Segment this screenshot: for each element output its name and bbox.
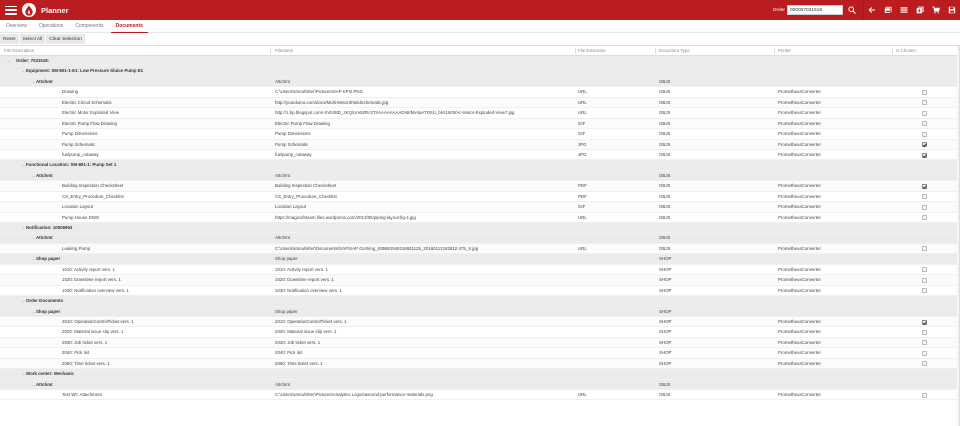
grid-body — [0, 56, 959, 400]
chevron-down-icon[interactable]: ⌄ — [32, 78, 36, 84]
row-printer: PrometheusConverter — [778, 266, 821, 272]
is-chosen-checkbox[interactable] — [922, 205, 927, 210]
row-filename: 1030: Notification overview vers. 1 — [275, 287, 342, 293]
row-document-type: OBJS — [659, 245, 671, 251]
document-row[interactable] — [0, 129, 959, 139]
row-filename: Pump Dimensions — [275, 131, 311, 137]
row-printer: PrometheusConverter — [778, 193, 821, 199]
row-description: Attchmt — [36, 78, 53, 84]
order-input[interactable] — [787, 5, 843, 15]
row-document-type: SHOP — [659, 308, 672, 314]
document-row[interactable] — [0, 213, 959, 223]
download-icon — [916, 6, 924, 14]
action-toolbar — [0, 34, 85, 44]
row-printer: PrometheusConverter — [778, 89, 821, 95]
document-row[interactable] — [0, 338, 959, 348]
tab-components[interactable]: Components — [75, 23, 104, 29]
document-row[interactable] — [0, 119, 959, 129]
logo-icon — [22, 3, 36, 17]
column-divider[interactable] — [270, 48, 271, 54]
is-chosen-checkbox[interactable] — [922, 111, 927, 116]
document-row[interactable] — [0, 202, 959, 212]
row-description: Order: 7031518: — [16, 58, 50, 63]
row-printer: PrometheusConverter — [778, 318, 821, 324]
group-row[interactable] — [0, 233, 959, 243]
group-row[interactable] — [0, 77, 959, 87]
document-row[interactable] — [0, 348, 959, 358]
row-extension: GIF — [578, 131, 586, 137]
row-filename: Attchmt — [275, 172, 290, 178]
row-printer: PrometheusConverter — [778, 277, 821, 283]
row-filename: 2030: Job ticket vers. 1 — [275, 339, 321, 345]
row-printer: PrometheusConverter — [778, 99, 821, 105]
document-row[interactable] — [0, 98, 959, 108]
row-document-type: OBJS — [659, 204, 671, 210]
group-row[interactable] — [0, 380, 959, 390]
row-document-type: SHOP — [659, 360, 672, 366]
row-description: Shop paper — [36, 308, 61, 314]
document-row[interactable] — [0, 181, 959, 191]
row-description: Attchmt — [36, 172, 53, 178]
search-icon — [848, 6, 856, 14]
is-chosen-checkbox[interactable] — [922, 351, 927, 356]
row-extension: PDF — [578, 183, 587, 189]
group-row[interactable] — [0, 307, 959, 317]
column-header-is-chosen[interactable]: Is Chosen — [896, 48, 916, 53]
vertical-scrollbar[interactable] — [957, 46, 959, 426]
is-chosen-checkbox[interactable] — [922, 142, 927, 147]
is-chosen-checkbox[interactable] — [922, 278, 927, 283]
image-button[interactable] — [880, 0, 896, 20]
row-filename: Shop paper — [275, 308, 298, 314]
column-header-description[interactable]: File Description — [4, 48, 35, 53]
back-arrow-icon — [868, 6, 876, 14]
row-filename: Shop paper — [275, 256, 298, 262]
row-description: CS_Entry_Procedure_Checklist — [62, 193, 124, 199]
row-description: fuelpump_cutaway — [62, 151, 99, 157]
row-printer: PrometheusConverter — [778, 350, 821, 356]
row-document-type: OBJS — [659, 99, 671, 105]
is-chosen-checkbox[interactable] — [922, 340, 927, 345]
download-button[interactable] — [912, 0, 928, 20]
document-row[interactable] — [0, 317, 959, 327]
chevron-down-icon[interactable]: ⌄ — [7, 58, 11, 63]
is-chosen-checkbox[interactable] — [922, 121, 927, 126]
group-row[interactable] — [0, 171, 959, 181]
is-chosen-checkbox[interactable] — [922, 288, 927, 293]
is-chosen-checkbox[interactable] — [922, 132, 927, 137]
row-description: Electric Circuit Schematic — [62, 99, 112, 105]
row-filename: fuelpump_cutaway — [275, 151, 312, 157]
row-document-type: OBJS — [659, 381, 671, 387]
row-filename: http://1.bp.blogspot.com/-XVb38D_zKQ/Ure52Rc3TI/AAAAAAAAD48/Mv4aATDSU_bI/s1600/Ac-Motor-Exploded-View7.jpg — [275, 110, 515, 116]
document-row[interactable] — [0, 244, 959, 254]
group-row[interactable] — [0, 66, 959, 76]
chevron-down-icon[interactable]: ⌄ — [22, 371, 26, 377]
save-icon — [948, 6, 956, 14]
row-printer: PrometheusConverter — [778, 151, 821, 157]
document-row[interactable] — [0, 286, 959, 296]
is-chosen-checkbox[interactable] — [922, 267, 927, 272]
row-description: Functional Location: SM-801-1: Pump Set 1 — [26, 162, 117, 168]
document-row[interactable] — [0, 140, 959, 150]
row-description: 1020: Downtime report vers. 1 — [62, 277, 121, 283]
row-filename: 2040: Pick list — [275, 350, 303, 356]
group-row[interactable] — [0, 56, 959, 66]
row-filename: Attchmt — [275, 235, 290, 241]
row-document-type: SHOP — [659, 287, 672, 293]
row-document-type: SHOP — [659, 318, 672, 324]
row-document-type: SHOP — [659, 266, 672, 272]
row-description: Test WC Attachment — [62, 392, 102, 397]
row-document-type: SHOP — [659, 277, 672, 283]
document-row[interactable] — [0, 265, 959, 275]
is-chosen-checkbox[interactable] — [922, 184, 927, 189]
row-filename: Attchmt — [275, 78, 290, 84]
row-description: Pump Schematic — [62, 141, 96, 147]
row-description: 2010: OperationControlTicket vers. 1 — [62, 318, 134, 324]
tab-operations[interactable]: Operations — [38, 23, 64, 29]
row-filename: 1020: Downtime report vers. 1 — [275, 277, 334, 283]
row-filename: 1010: Activity report vers. 1 — [275, 266, 328, 272]
chevron-down-icon[interactable]: ⌄ — [22, 68, 26, 74]
row-filename: C:\Users\smcwhirter\Pictures\SAP KPI2.PNG — [275, 89, 363, 95]
row-filename: C:\Users\smcwhirter\Documents\SAP\SAP GUI\img_635881948118601125_20160112162812.475_X.jpg — [275, 245, 479, 251]
is-chosen-checkbox[interactable] — [922, 361, 927, 366]
row-printer: PrometheusConverter — [778, 287, 821, 293]
row-printer: PrometheusConverter — [778, 329, 821, 335]
row-document-type: OBJS — [659, 392, 671, 397]
document-row[interactable] — [0, 275, 959, 285]
cart-icon — [932, 6, 940, 14]
row-description: 2040: Pick list — [62, 350, 90, 356]
row-description: Drawing — [62, 89, 79, 95]
list-button[interactable] — [896, 0, 912, 20]
row-document-type: OBJS — [659, 78, 671, 84]
row-filename: 2010: OperationControlTicket vers. 1 — [275, 318, 347, 324]
row-document-type: OBJS — [659, 193, 671, 199]
is-chosen-checkbox[interactable] — [922, 194, 927, 199]
column-divider[interactable] — [655, 48, 656, 54]
group-row[interactable] — [0, 254, 959, 264]
grid-header — [0, 46, 959, 56]
row-filename: C:\Users\smcwhirter\Pictures\Analytics Logos\ascend-performance-materials.png — [275, 392, 433, 397]
row-filename: http://yourduino.com/docs/Multi-MotorShieldSchematic.jpg — [275, 99, 389, 105]
search-button[interactable] — [845, 0, 859, 20]
row-description: Attchmt — [36, 381, 53, 387]
chevron-down-icon[interactable]: ⌄ — [32, 308, 36, 314]
image-icon — [884, 6, 892, 14]
row-filename: 2020: Material issue slip vers. 1 — [275, 329, 337, 335]
row-printer: PrometheusConverter — [778, 183, 821, 189]
row-description: 1030: Notification overview vers. 1 — [62, 287, 129, 293]
row-printer: PrometheusConverter — [778, 110, 821, 116]
row-extension: JPG — [578, 151, 587, 157]
document-row[interactable] — [0, 87, 959, 97]
column-header-extension[interactable]: File Extension — [578, 48, 606, 53]
document-row[interactable] — [0, 359, 959, 369]
row-document-type: SHOP — [659, 350, 672, 356]
row-filename: Electric Pump Flow Drawing — [275, 120, 330, 126]
is-chosen-checkbox[interactable] — [922, 393, 927, 398]
clear-selection-button[interactable]: Clear Selection — [46, 34, 85, 44]
group-row[interactable] — [0, 296, 959, 306]
row-filename: https://magicofsteam.files.wordpress.com/2013/05/piping-layout-fig-4.jpg — [275, 214, 416, 220]
row-description: Equipment: SM-801-1-E1: Low Pressure Sluice Pump E1 — [26, 68, 144, 74]
row-description: Electric Motor Exploded View — [62, 110, 120, 116]
row-document-type: OBJS — [659, 120, 671, 126]
row-extension: GIF — [578, 204, 586, 210]
row-printer: PrometheusConverter — [778, 204, 821, 210]
is-chosen-checkbox[interactable] — [922, 320, 927, 325]
row-printer: PrometheusConverter — [778, 131, 821, 137]
row-document-type: SHOP — [659, 256, 672, 262]
document-row[interactable] — [0, 390, 959, 400]
row-description: 2030: Job ticket vers. 1 — [62, 339, 108, 345]
row-filename: Pump Schematic — [275, 141, 309, 147]
is-chosen-checkbox[interactable] — [922, 246, 927, 251]
is-chosen-checkbox[interactable] — [922, 100, 927, 105]
is-chosen-checkbox[interactable] — [922, 215, 927, 220]
row-printer: PrometheusConverter — [778, 392, 821, 397]
chevron-down-icon[interactable]: ⌄ — [32, 172, 36, 178]
row-filename: Attchmt — [275, 381, 290, 387]
row-extension: URL — [578, 245, 587, 251]
row-description: Attchmt — [36, 235, 53, 241]
chevron-down-icon[interactable]: ⌄ — [32, 235, 36, 241]
row-description: Pump House DWG — [62, 214, 100, 220]
document-row[interactable] — [0, 192, 959, 202]
row-printer: PrometheusConverter — [778, 245, 821, 251]
column-header-printer[interactable]: Printer — [778, 48, 791, 53]
app-title: Planner — [41, 5, 69, 15]
row-extension: URL — [578, 110, 587, 116]
document-row[interactable] — [0, 108, 959, 118]
row-description: 2020: Material issue slip vers. 1 — [62, 329, 124, 335]
row-description: 2060: Time ticket vers. 1 — [62, 360, 110, 366]
row-document-type: OBJS — [659, 183, 671, 189]
column-divider[interactable] — [892, 48, 893, 54]
tab-overview[interactable]: Overview — [6, 23, 27, 29]
row-description: Leaking Pump — [62, 245, 91, 251]
row-document-type: OBJS — [659, 131, 671, 137]
row-printer: PrometheusConverter — [778, 214, 821, 220]
chevron-down-icon[interactable]: ⌄ — [22, 298, 26, 304]
row-filename: Location Layout — [275, 204, 307, 210]
is-chosen-checkbox[interactable] — [922, 330, 927, 335]
group-row[interactable] — [0, 160, 959, 170]
order-label: Order — [772, 7, 785, 13]
group-row[interactable] — [0, 223, 959, 233]
row-document-type: OBJS — [659, 235, 671, 241]
reset-button[interactable]: Reset — [0, 34, 19, 44]
row-description: Building Inspection Checksheet — [62, 183, 124, 189]
tab-documents[interactable]: Documents — [110, 20, 149, 32]
row-extension: URL — [578, 99, 587, 105]
row-document-type: SHOP — [659, 339, 672, 345]
row-document-type: OBJS — [659, 214, 671, 220]
list-icon — [900, 6, 908, 14]
is-chosen-checkbox[interactable] — [922, 153, 927, 158]
row-document-type: OBJS — [659, 151, 671, 157]
row-description: Work center: Mechanic — [26, 371, 74, 377]
row-printer: PrometheusConverter — [778, 339, 821, 345]
row-document-type: OBJS — [659, 172, 671, 178]
row-extension: GIF — [578, 120, 586, 126]
documents-grid — [0, 45, 960, 426]
select-all-button[interactable]: Select All — [20, 34, 46, 44]
group-row[interactable] — [0, 369, 959, 379]
row-document-type: OBJS — [659, 89, 671, 95]
row-description: Order Documents — [26, 298, 64, 304]
row-description: 1010: Activity report vers. 1 — [62, 266, 115, 272]
back-button[interactable] — [864, 0, 880, 20]
document-row[interactable] — [0, 150, 959, 160]
chevron-down-icon[interactable]: ⌄ — [32, 256, 36, 262]
chevron-down-icon[interactable]: ⌄ — [32, 381, 36, 387]
column-divider[interactable] — [774, 48, 775, 54]
document-row[interactable] — [0, 327, 959, 337]
row-printer: PrometheusConverter — [778, 360, 821, 366]
is-chosen-checkbox[interactable] — [922, 90, 927, 95]
tab-bar — [0, 20, 960, 33]
row-printer: PrometheusConverter — [778, 141, 821, 147]
row-document-type: OBJS — [659, 110, 671, 116]
row-document-type: OBJS — [659, 141, 671, 147]
column-header-document-type[interactable]: Document Type — [659, 48, 690, 53]
app-header — [0, 0, 960, 20]
row-description: Shop paper — [36, 256, 61, 262]
row-filename: Building Inspection Checksheet — [275, 183, 337, 189]
row-description: Location Layout — [62, 204, 94, 210]
chevron-down-icon[interactable]: ⌄ — [22, 162, 26, 168]
row-extension: URL — [578, 392, 587, 397]
row-extension: PDF — [578, 193, 587, 199]
row-document-type: SHOP — [659, 329, 672, 335]
row-description: Pump Dimensions — [62, 131, 98, 137]
column-header-filename[interactable]: Filename — [275, 48, 294, 53]
row-extension: JPG — [578, 141, 587, 147]
row-description: Notification: 10006963 — [26, 225, 73, 230]
save-button[interactable] — [944, 0, 960, 20]
column-divider[interactable] — [575, 48, 576, 54]
menu-icon[interactable] — [5, 6, 17, 15]
row-filename: 2060: Time ticket vers. 1 — [275, 360, 323, 366]
row-filename: CS_Entry_Procedure_Checklist — [275, 193, 337, 199]
row-description: Electric Pump Flow Drawing — [62, 120, 117, 126]
row-extension: URL — [578, 214, 587, 220]
cart-button[interactable] — [928, 0, 944, 20]
row-printer: PrometheusConverter — [778, 120, 821, 126]
row-extension: URL — [578, 89, 587, 95]
chevron-down-icon[interactable]: ⌄ — [22, 225, 26, 230]
